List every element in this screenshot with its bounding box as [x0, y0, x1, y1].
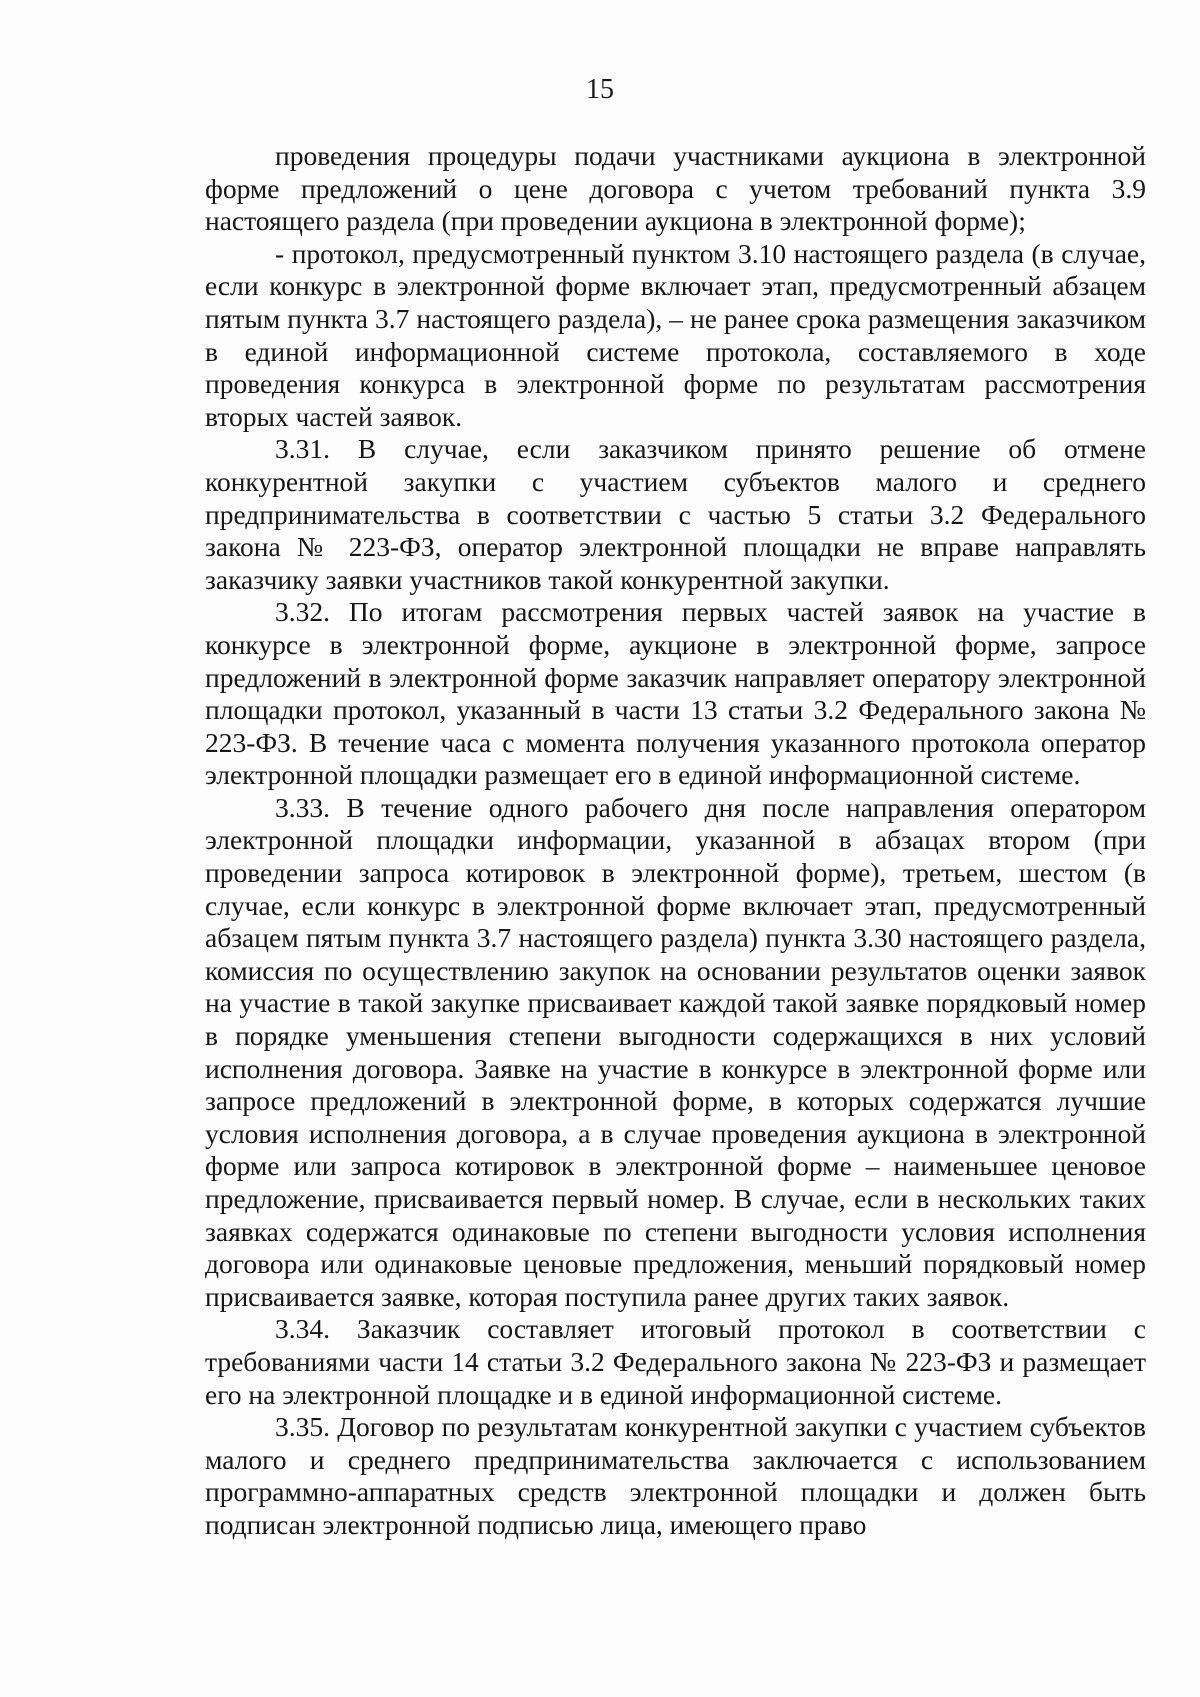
paragraph-3-31: 3.31. В случае, если заказчиком принято решение об отмене конкурентной закупки с участием субъектов малого и среднего предпринимательства в соответствии с частью 5 статьи 3.2 Федерального закона № 223-ФЗ, оператор электронной площадки не вправе направлять заказчику заявки участников такой конкурентной закупки. — [205, 433, 1146, 595]
document-body — [205, 140, 1146, 1542]
paragraph-3-35: 3.35. Договор по результатам конкурентной закупки с участием субъектов малого и среднего предпринимательства заключается с использованием программно-аппаратных средств электронной площадки и должен быть подписан электронной подписью лица, имеющего право — [205, 1411, 1146, 1540]
paragraph-3-33: 3.33. В течение одного рабочего дня после направления оператором электронной площадки информации, указанной в абзацах втором (при проведении запроса котировок в электронной форме), третьем, шестом (в случае, если конкурс в электронной форме включает этап, предусмотренный абзацем пятым пункта 3.7 настоящего раздела) пункта 3.30 настоящего раздела, комиссия по осуществлению закупок на основании результатов оценки заявок на участие в такой закупке присваивает каждой такой заявке порядковый номер в порядке уменьшения степени выгодности содержащихся в них условий исполнения договора. Заявке на участие в конкурсе в электронной форме или запросе предложений в электронной форме, в которых содержатся лучшие условия исполнения договора, а в случае проведения аукциона в электронной форме или запроса котировок в электронной форме – наименьшее ценовое предложение, присваивается первый номер. В случае, если в нескольких таких заявках содержатся одинаковые по степени выгодности условия исполнения договора или одинаковые ценовые предложения, меньший порядковый номер присваивается заявке, которая поступила ранее других таких заявок. — [205, 791, 1146, 1312]
paragraph-continuation: проведения процедуры подачи участниками аукциона в электронной форме предложений о цене договора с учетом требований пункта 3.9 настоящего раздела (при проведении аукциона в электронной форме); — [205, 140, 1146, 237]
paragraph-3-32: 3.32. По итогам рассмотрения первых частей заявок на участие в конкурсе в электронной форме, аукционе в электронной форме, запросе предложений в электронной форме заказчик направляет оператору электронной площадки протокол, указанный в части 13 статьи 3.2 Федерального закона № 223-ФЗ. В течение часа с момента получения указанного протокола оператор электронной площадки размещает его в единой информационной системе. — [205, 596, 1146, 791]
page-number: 15 — [586, 74, 614, 105]
paragraph-protocol-item: - протокол, предусмотренный пунктом 3.10 настоящего раздела (в случае, если конкурс в электронной форме включает этап, предусмотренный абзацем пятым пункта 3.7 настоящего раздела), – не ранее срока размещения заказчиком в единой информационной системе протокола, составляемого в ходе проведения конкурса в электронной форме по результатам рассмотрения вторых частей заявок. — [205, 237, 1146, 432]
paragraph-3-34: 3.34. Заказчик составляет итоговый протокол в соответствии с требованиями части 14 статьи 3.2 Федерального закона № 223-ФЗ и размещает его на электронной площадке и в единой информационной системе. — [205, 1313, 1146, 1410]
